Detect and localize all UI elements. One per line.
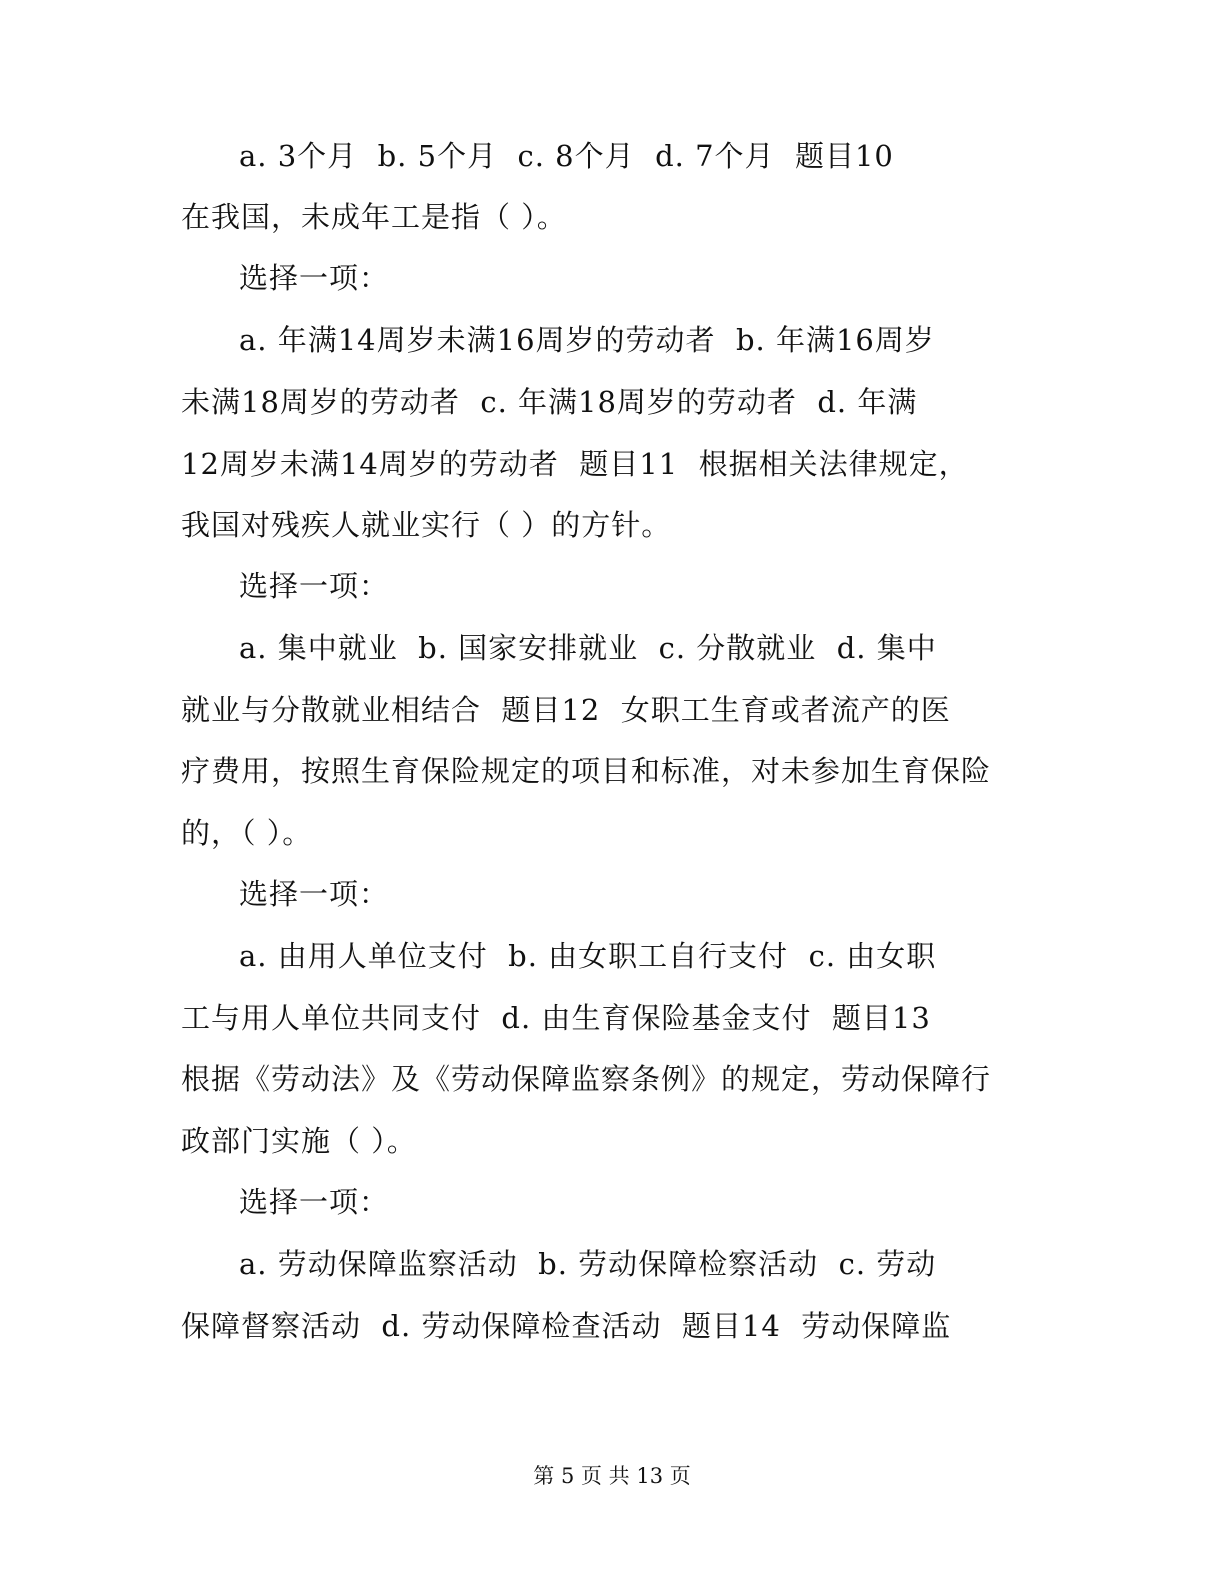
- text-line: 在我国，未成年工是指（ ）。: [181, 200, 567, 234]
- text-line: 12周岁未满14周岁的劳动者 题目11 根据相关法律规定，: [181, 447, 969, 481]
- text-line: 根据《劳动法》及《劳动保障监察条例》的规定，劳动保障行: [181, 1062, 992, 1096]
- text-line: 选择一项：: [239, 877, 390, 911]
- text-line: a. 劳动保障监察活动 b. 劳动保障检察活动 c. 劳动: [239, 1247, 937, 1281]
- text-line: 保障督察活动 d. 劳动保障检查活动 题目14 劳动保障监: [181, 1309, 952, 1343]
- text-line: a. 集中就业 b. 国家安排就业 c. 分散就业 d. 集中: [239, 631, 937, 665]
- text-line: 就业与分散就业相结合 题目12 女职工生育或者流产的医: [181, 693, 951, 727]
- page-footer: 第 5 页 共 13 页: [533, 1464, 691, 1488]
- text-line: 未满18周岁的劳动者 c. 年满18周岁的劳动者 d. 年满: [181, 385, 918, 419]
- text-line: 工与用人单位共同支付 d. 由生育保险基金支付 题目13: [181, 1001, 931, 1035]
- text-line: 选择一项：: [239, 1185, 390, 1219]
- text-line: 政部门实施（ ）。: [181, 1124, 417, 1158]
- text-line: 疗费用，按照生育保险规定的项目和标准，对未参加生育保险: [181, 754, 992, 788]
- text-line: 选择一项：: [239, 569, 390, 603]
- text-line: 选择一项：: [239, 261, 390, 295]
- text-line: 我国对残疾人就业实行（ ）的方针。: [181, 508, 672, 542]
- text-line: a. 由用人单位支付 b. 由女职工自行支付 c. 由女职: [239, 939, 937, 973]
- text-line: 的，（ ）。: [181, 816, 313, 850]
- text-line: a. 3个月 b. 5个月 c. 8个月 d. 7个月 题目10: [239, 139, 894, 173]
- text-line: a. 年满14周岁未满16周岁的劳动者 b. 年满16周岁: [239, 323, 935, 357]
